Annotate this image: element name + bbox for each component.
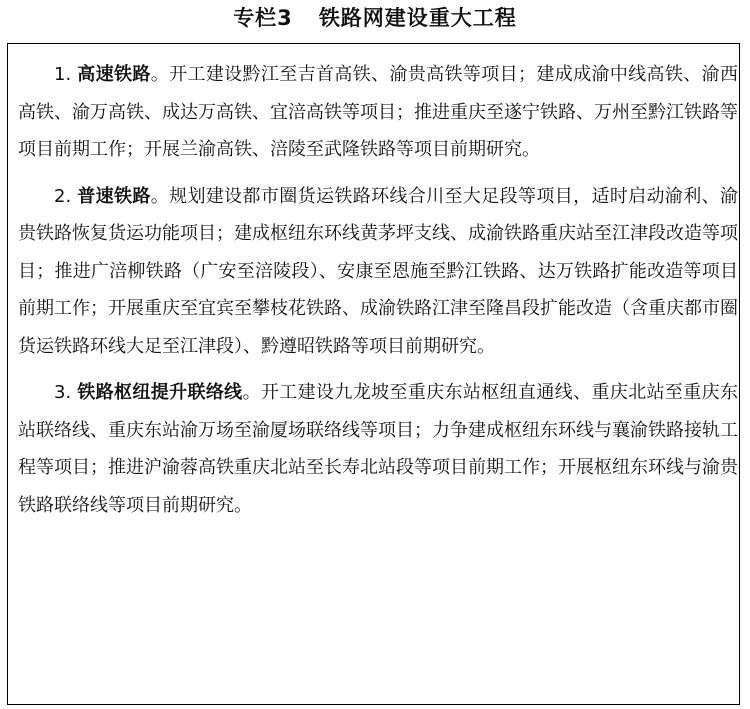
item-body: 。开工建设九龙坡至重庆东站枢纽直通线、重庆北站至重庆东站联络线、重庆东站渝万场至渝厦场联络线等项目；力争建成枢纽东环线与襄渝铁路接轨工程等项目；推进沪渝蓉高铁重庆北站至长寿北站段等项目前期工作；开展枢纽东环线与渝贵铁路联络线等项目前期研究。 — [18, 382, 739, 516]
item-conventional-rail — [18, 178, 738, 366]
column-title-text: 铁路网建设重大工程 — [318, 6, 517, 30]
item-number: 3. — [54, 382, 72, 403]
item-high-speed-rail — [18, 56, 738, 169]
item-heading: 普速铁路 — [77, 185, 151, 207]
column-content — [18, 56, 738, 524]
item-body: 。开工建设黔江至吉首高铁、渝贵高铁等项目；建成成渝中线高铁、渝西高铁、渝万高铁、成达万高铁、宜涪高铁等项目；推进重庆至遂宁铁路、万州至黔江铁路等项目前期工作；开展兰渝高铁、涪陵至武隆铁路等项目前期研究。 — [18, 64, 738, 160]
item-body: 。规划建设都市圈货运铁路环线合川至大足段等项目，适时启动渝利、渝贵铁路恢复货运功能项目；建成枢纽东环线黄茅坪支线、成渝铁路重庆站至江津段改造等项目；推进广涪柳铁路（广安至涪陵段）、安康至恩施至黔江铁路、达万铁路扩能改造等项目前期工作；开展重庆至宜宾至攀枝花铁路、成渝铁路江津至隆昌段扩能改造（含重庆都市圈货运铁路环线大足至江津段）、黔遵昭铁路等项目前期研究。 — [18, 185, 738, 357]
column-title — [0, 4, 750, 32]
item-heading: 铁路枢纽提升联络线 — [77, 382, 243, 403]
column-label: 专栏3 — [233, 6, 293, 30]
item-number: 1. — [54, 64, 72, 85]
item-number: 2. — [54, 185, 72, 207]
item-hub-connection-lines — [18, 374, 738, 524]
item-heading: 高速铁路 — [77, 64, 151, 85]
